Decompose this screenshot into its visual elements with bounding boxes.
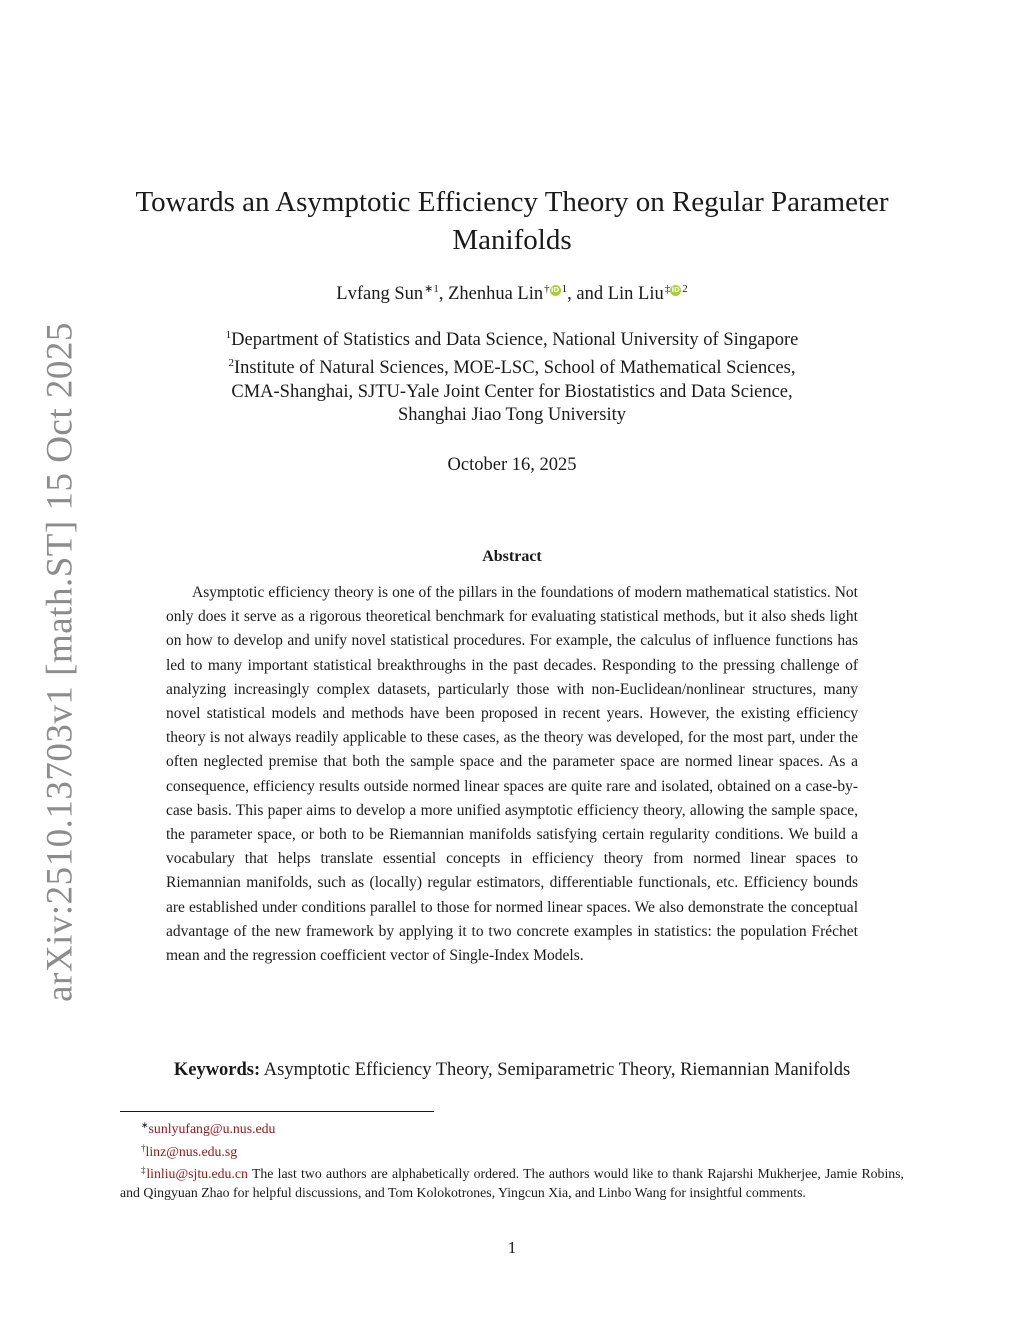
affiliation-line: CMA-Shanghai, SJTU-Yale Joint Center for Biostatistics and Data Science, — [231, 381, 793, 402]
footnote: ∗sunlyufang@u.nus.edu — [141, 1120, 276, 1136]
author-list: Lvfang Sun$^{∗1}$, Zhenhua Lin†iD $^1$, and Lin Liu‡iD $^2$ — [336, 283, 688, 304]
email-link[interactable]: sunlyufang@u.nus.edu — [148, 1121, 276, 1136]
affiliation-block — [120, 324, 904, 427]
author-affiliation-mark: 2 — [682, 283, 688, 295]
author-marks: ‡ — [664, 283, 671, 295]
email-link[interactable]: linz@nus.edu.sg — [145, 1143, 238, 1159]
orcid-icon[interactable]: iD — [551, 286, 560, 294]
footnote: ‡linliu@sjtu.edu.cn The last two authors are alphabetically ordered. The authors would like to thank Rajarshi Mukherjee, Jamie Robins, and Qingyuan Zhao for helpful discussions, and Tom Kolokotrones, Yingcun Xia, and Linbo Wang for insightful comments. — [120, 1165, 904, 1200]
keywords-line — [120, 1060, 904, 1081]
abstract-text: Asymptotic efficiency theory is one of the pillars in the foundations of modern mathematical statistics. Not only does it serve as a rigorous theoretical benchmark for evaluating statistical methods, but it also sheds light on how to develop and unify novel statistical procedures. For example, the calculus of influence functions has led to many important statistical breakthroughs in the past decades. Responding to the pressing challenge of analyzing increasingly complex datasets, particularly those with non-Euclidean/nonlinear structures, many novel statistical models and methods have been proposed in recent years. However, the existing efficiency theory is not always readily applicable to these cases, as the theory was developed, for the most part, under the often neglected premise that both the sample space and the parameter space are normed linear spaces. As a consequence, efficiency results outside normed linear spaces are quite rare and isolated, obtained on a case-by-case basis. This paper aims to develop a more unified asymptotic efficiency theory, allowing the sample space, the parameter space, or both to be Riemannian manifolds satisfying certain regularity conditions. We build a vocabulary that helps translate essential concepts in efficiency theory from normed linear spaces to Riemannian manifolds, such as (locally) regular estimators, differentiable functionals, etc. Efficiency bounds are established under conditions parallel to those for normed linear spaces. We also demonstrate the conceptual advantage of the new framework by applying it to two concrete examples in statistics: the population Fréchet mean and the regression coefficient vector of Single-Index Models. — [166, 584, 858, 965]
author-name: Lvfang Sun — [336, 284, 424, 304]
footnotes — [120, 1116, 904, 1202]
footnote: †linz@nus.edu.sg — [141, 1142, 238, 1159]
author-marks: † — [544, 283, 550, 295]
arxiv-identifier-stamp[interactable]: arXiv:2510.13703v1 [math.ST] 15 Oct 2025 — [39, 322, 81, 1002]
orcid-icon[interactable]: iD — [671, 286, 680, 294]
author-name: Zhenhua Lin — [448, 284, 544, 304]
keywords-label: Keywords: — [173, 1060, 261, 1080]
author-name: Lin Liu — [607, 284, 664, 304]
publication-date: October 16, 2025 — [447, 455, 577, 475]
keywords-text: Asymptotic Efficiency Theory, Semiparametric Theory, Riemannian Manifolds — [263, 1060, 851, 1080]
email-link[interactable]: linliu@sjtu.edu.cn — [146, 1166, 248, 1182]
affiliation-line: $^2$Institute of Natural Sciences, MOE-LSC, School of Mathematical Sciences, — [228, 357, 796, 379]
affiliation-line: $^1$Department of Statistics and Data Science, National University of Singapore — [225, 329, 799, 350]
affiliation-line: Shanghai Jiao Tong University — [397, 404, 627, 425]
abstract-heading: Abstract — [482, 548, 542, 565]
paper-title: Towards an Asymptotic Efficiency Theory on Regular Parameter Manifolds — [135, 186, 889, 256]
author-marks: ∗1 — [424, 283, 439, 295]
footnote-divider — [120, 1111, 434, 1112]
author-affiliation-mark: 1 — [561, 283, 568, 295]
page-number: 1 — [507, 1238, 517, 1257]
